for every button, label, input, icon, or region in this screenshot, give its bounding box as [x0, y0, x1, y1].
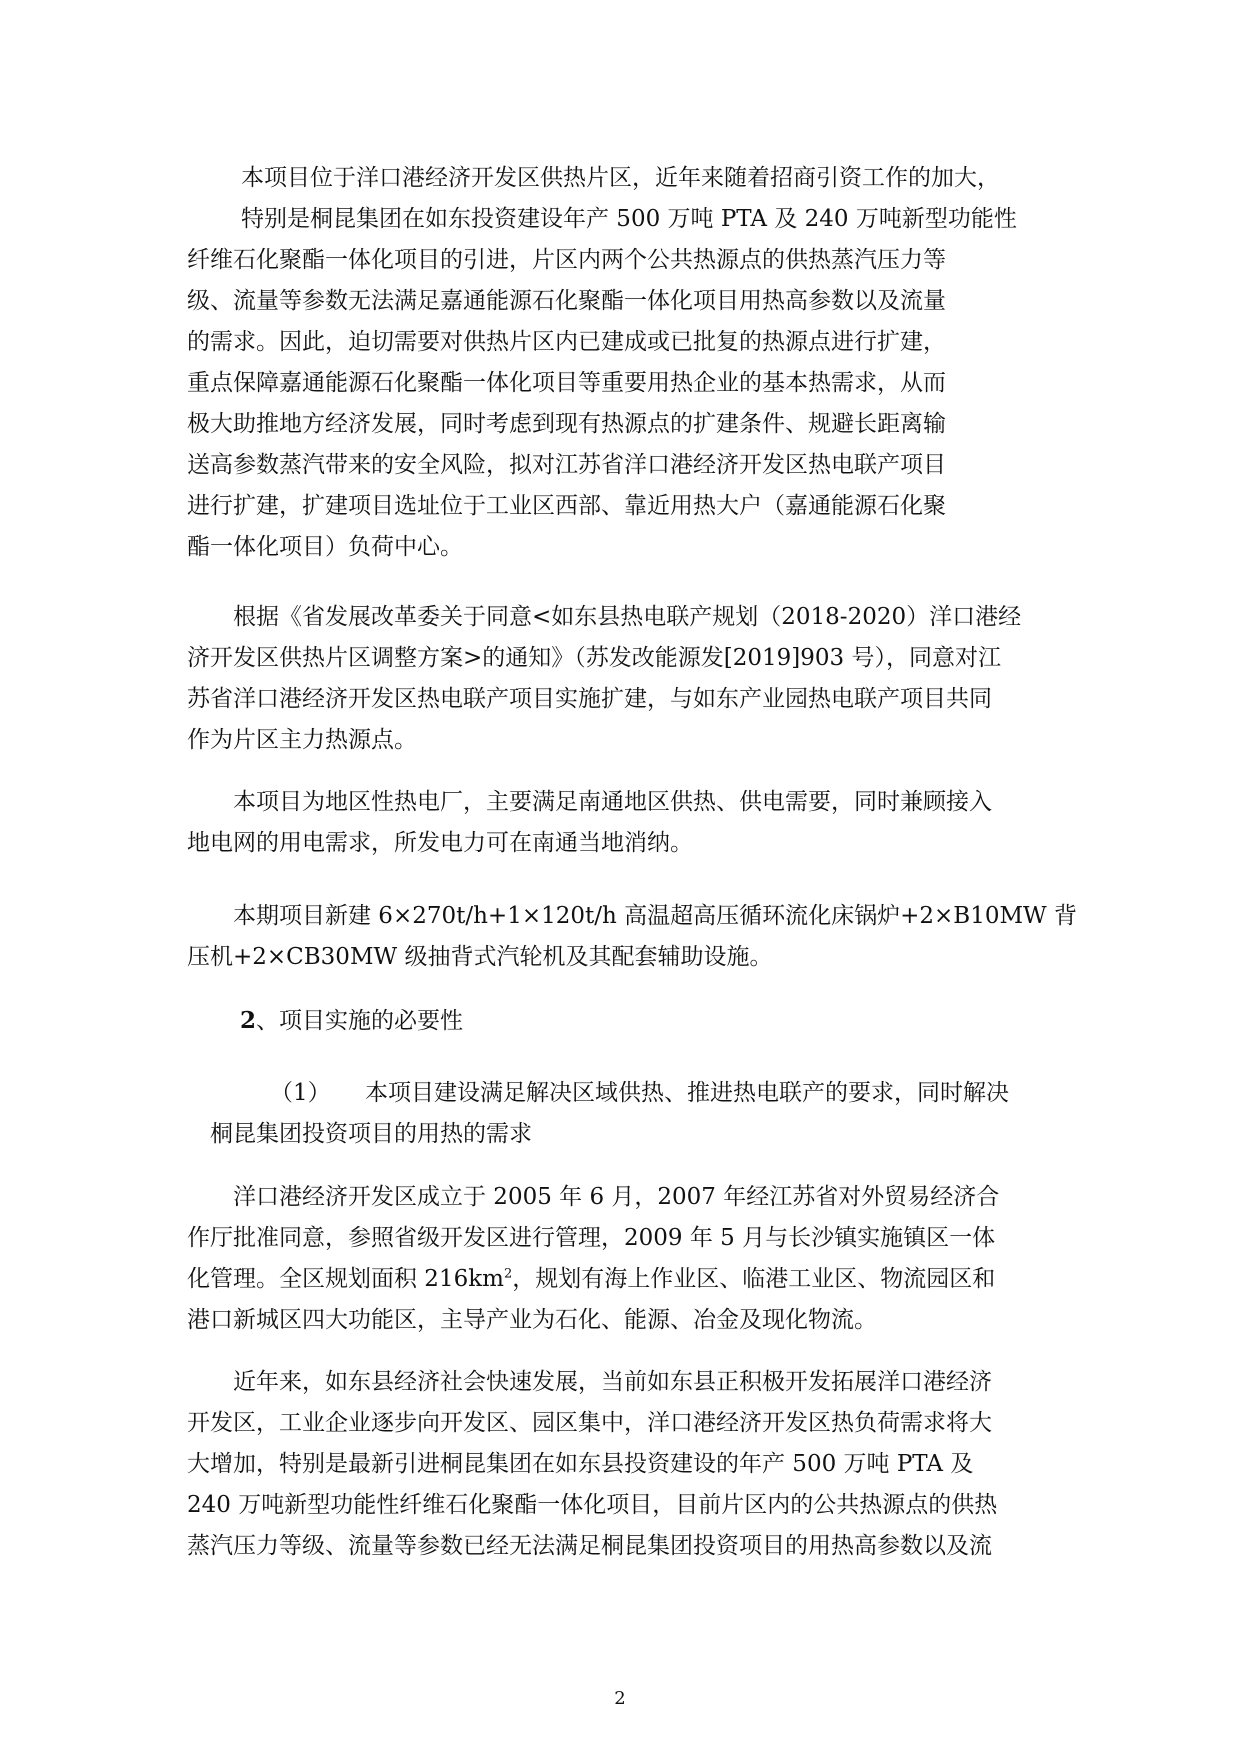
- text-line: 级、流量等参数无法满足嘉通能源石化聚酯一体化项目用热高参数以及流量: [187, 288, 946, 314]
- text-line: 进行扩建，扩建项目选址位于工业区西部、靠近用热大户（嘉通能源石化聚: [187, 493, 946, 519]
- text-line: 开发区，工业企业逐步向开发区、园区集中，洋口港经济开发区热负荷需求将大: [187, 1410, 992, 1436]
- text-line: 洋口港经济开发区成立于 2005 年 6 月，2007 年经江苏省对外贸易经济合: [187, 1184, 1000, 1210]
- subsection-title-line2: 桐昆集团投资项目的用热的需求: [210, 1121, 532, 1147]
- section-title: 、项目实施的必要性: [256, 1008, 464, 1034]
- paragraph-approval-basis: [187, 597, 1067, 761]
- section-heading: [240, 1000, 463, 1042]
- text-line: 纤维石化聚酯一体化项目的引进，片区内两个公共热源点的供热蒸汽压力等: [187, 247, 946, 273]
- text-line: [187, 1259, 1067, 1300]
- text-line: 240 万吨新型功能性纤维石化聚酯一体化项目，目前片区内的公共热源点的供热: [187, 1492, 998, 1518]
- text-line: 苏省洋口港经济开发区热电联产项目实施扩建，与如东产业园热电联产项目共同: [187, 686, 992, 712]
- text-line: 压机+2×CB30MW 级抽背式汽轮机及其配套辅助设施。: [187, 944, 773, 970]
- text-line: 大增加，特别是最新引进桐昆集团在如东县投资建设的年产 500 万吨 PTA 及: [187, 1451, 974, 1477]
- paragraph-project-location: [187, 158, 1067, 568]
- text-line: 港口新城区四大功能区，主导产业为石化、能源、冶金及现化物流。: [187, 1307, 877, 1333]
- subsection-number: （1）: [270, 1080, 331, 1106]
- section-number: 2: [240, 1007, 257, 1034]
- text-line: 蒸汽压力等级、流量等参数已经无法满足桐昆集团投资项目的用热高参数以及流: [187, 1533, 992, 1559]
- paragraph-plant-purpose: [187, 782, 1067, 864]
- paragraph-construction-scope: [187, 896, 1077, 978]
- text-line: 济开发区供热片区调整方案>的通知》（苏发改能源发[2019]903 号），同意对江: [187, 645, 1001, 671]
- text-line: 本项目位于洋口港经济开发区供热片区，近年来随着招商引资工作的加大，: [241, 165, 1000, 191]
- superscript-2: 2: [503, 1266, 513, 1282]
- area-text: 化管理。全区规划面积 216km: [187, 1266, 504, 1292]
- paragraph-recent-development: [187, 1362, 1067, 1567]
- text-line: 重点保障嘉通能源石化聚酯一体化项目等重要用热企业的基本热需求，从而: [187, 370, 946, 396]
- text-line: 特别是桐昆集团在如东投资建设年产 500 万吨 PTA 及 240 万吨新型功能性: [241, 206, 1017, 232]
- text-line: 的需求。因此，迫切需要对供热片区内已建成或已批复的热源点进行扩建，: [187, 329, 946, 355]
- subsection-title-line1: 本项目建设满足解决区域供热、推进热电联产的要求，同时解决: [365, 1080, 1009, 1106]
- text-line: 酯一体化项目）负荷中心。: [187, 534, 463, 560]
- page-number: 2: [614, 1688, 626, 1709]
- text-line: 地电网的用电需求，所发电力可在南通当地消纳。: [187, 830, 693, 856]
- text-line: 作为片区主力热源点。: [187, 727, 417, 753]
- zones-text: ，规划有海上作业区、临港工业区、物流园区和: [512, 1266, 996, 1292]
- text-line: 本期项目新建 6×270t/h+1×120t/h 高温超高压循环流化床锅炉+2×B10MW 背: [187, 903, 1077, 929]
- text-line: 根据《省发展改革委关于同意<如东县热电联产规划（2018-2020）洋口港经: [187, 604, 1022, 630]
- text-line: 本项目为地区性热电厂，主要满足南通地区供热、供电需要，同时兼顾接入: [187, 789, 992, 815]
- text-line: 作厅批准同意，参照省级开发区进行管理，2009 年 5 月与长沙镇实施镇区一体: [187, 1225, 996, 1251]
- text-line: 送高参数蒸汽带来的安全风险，拟对江苏省洋口港经济开发区热电联产项目: [187, 452, 946, 478]
- paragraph-zone-overview: [187, 1177, 1067, 1341]
- text-line: 极大助推地方经济发展，同时考虑到现有热源点的扩建条件、规避长距离输: [187, 411, 946, 437]
- subsection-heading: [210, 1073, 1080, 1155]
- text-line: 近年来，如东县经济社会快速发展，当前如东县正积极开发拓展洋口港经济: [187, 1369, 992, 1395]
